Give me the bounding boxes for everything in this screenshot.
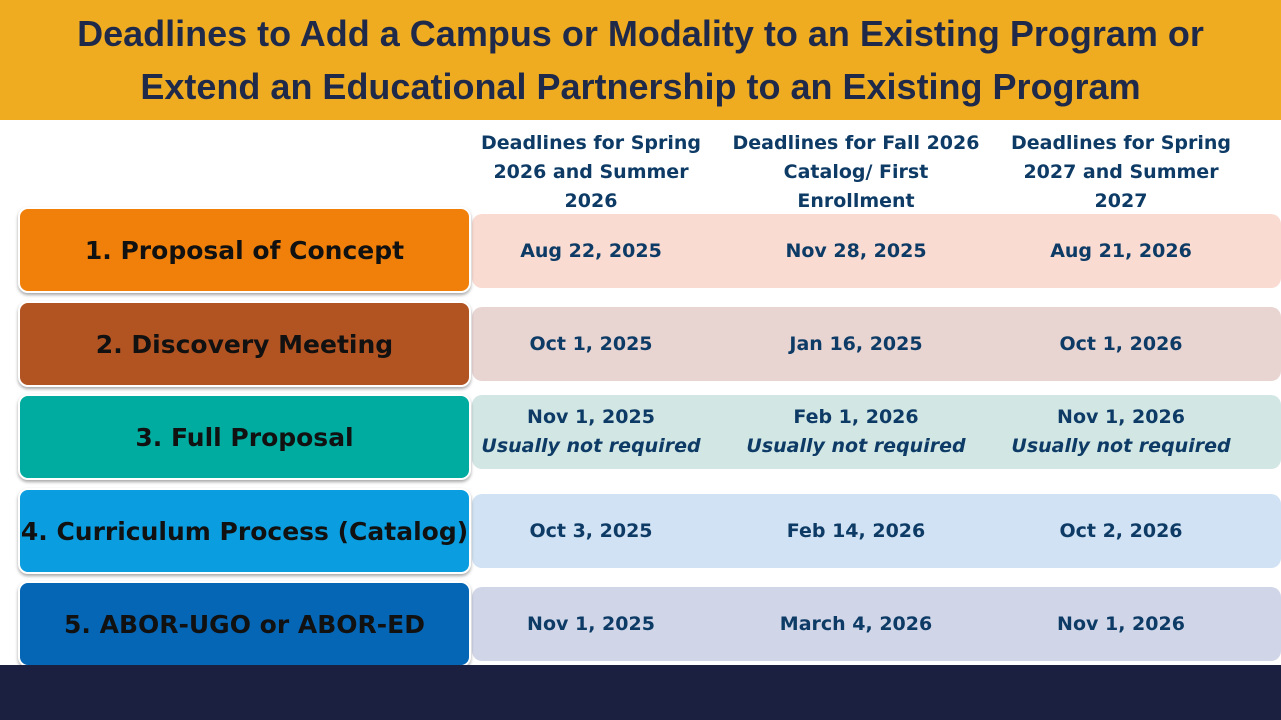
- deadline-date: Jan 16, 2025: [789, 333, 923, 355]
- footer-bar: [0, 665, 1281, 720]
- step-label-discovery-meeting: 2. Discovery Meeting: [18, 301, 471, 387]
- deadline-cell-abor-ugo-or-abor-ed-fall-2026: [726, 610, 986, 639]
- deadline-note: Usually not required: [1011, 435, 1231, 457]
- step-label-proposal-of-concept: 1. Proposal of Concept: [18, 207, 471, 293]
- title-line-1: Deadlines to Add a Campus or Modality to an Existing Program or: [77, 13, 1204, 54]
- deadline-cell-proposal-of-concept-spring-2026: [461, 237, 721, 266]
- deadline-cell-full-proposal-spring-2027: [991, 403, 1251, 461]
- deadline-cell-proposal-of-concept-fall-2026: [726, 237, 986, 266]
- deadline-cell-full-proposal-spring-2026: [461, 403, 721, 461]
- deadline-note: Usually not required: [481, 435, 701, 457]
- deadline-cell-abor-ugo-or-abor-ed-spring-2026: [461, 610, 721, 639]
- deadline-cell-proposal-of-concept-spring-2027: [991, 237, 1251, 266]
- deadline-date: Oct 3, 2025: [529, 520, 653, 542]
- deadline-date: Nov 1, 2026: [1057, 406, 1185, 428]
- title-banner: [0, 0, 1281, 120]
- deadline-date: Aug 22, 2025: [520, 240, 662, 262]
- deadline-cell-full-proposal-fall-2026: [726, 403, 986, 461]
- title-line-2: Extend an Educational Partnership to an Existing Program: [140, 66, 1141, 107]
- step-label-abor-ugo-or-abor-ed: 5. ABOR-UGO or ABOR-ED: [18, 581, 471, 667]
- deadline-date: Feb 14, 2026: [786, 520, 926, 542]
- column-header-spring-2026: Deadlines for Spring 2026 and Summer 2026: [480, 132, 702, 212]
- deadline-cell-discovery-meeting-fall-2026: [726, 330, 986, 359]
- deadline-date: Nov 28, 2025: [785, 240, 927, 262]
- deadline-date: Nov 1, 2025: [527, 406, 655, 428]
- step-label-full-proposal: 3. Full Proposal: [18, 394, 471, 480]
- deadline-cell-discovery-meeting-spring-2026: [461, 330, 721, 359]
- deadline-date: March 4, 2026: [779, 613, 933, 635]
- column-header-spring-2027: Deadlines for Spring 2027 and Summer 2027: [1010, 132, 1232, 212]
- step-label-curriculum-process: 4. Curriculum Process (Catalog): [18, 488, 471, 574]
- deadline-date: Oct 1, 2026: [1059, 333, 1183, 355]
- deadline-date: Feb 1, 2026: [793, 406, 919, 428]
- deadline-date: Oct 2, 2026: [1059, 520, 1183, 542]
- deadline-cell-curriculum-process-spring-2026: [461, 517, 721, 546]
- deadline-cell-curriculum-process-fall-2026: [726, 517, 986, 546]
- deadline-date: Aug 21, 2026: [1050, 240, 1192, 262]
- deadline-cell-abor-ugo-or-abor-ed-spring-2027: [991, 610, 1251, 639]
- deadline-date: Nov 1, 2026: [1057, 613, 1185, 635]
- deadline-date: Nov 1, 2025: [527, 613, 655, 635]
- deadline-date: Oct 1, 2025: [529, 333, 653, 355]
- deadline-note: Usually not required: [746, 435, 966, 457]
- deadline-cell-discovery-meeting-spring-2027: [991, 330, 1251, 359]
- deadline-cell-curriculum-process-spring-2027: [991, 517, 1251, 546]
- column-header-fall-2026: Deadlines for Fall 2026 Catalog/ First Enrollment: [732, 132, 980, 212]
